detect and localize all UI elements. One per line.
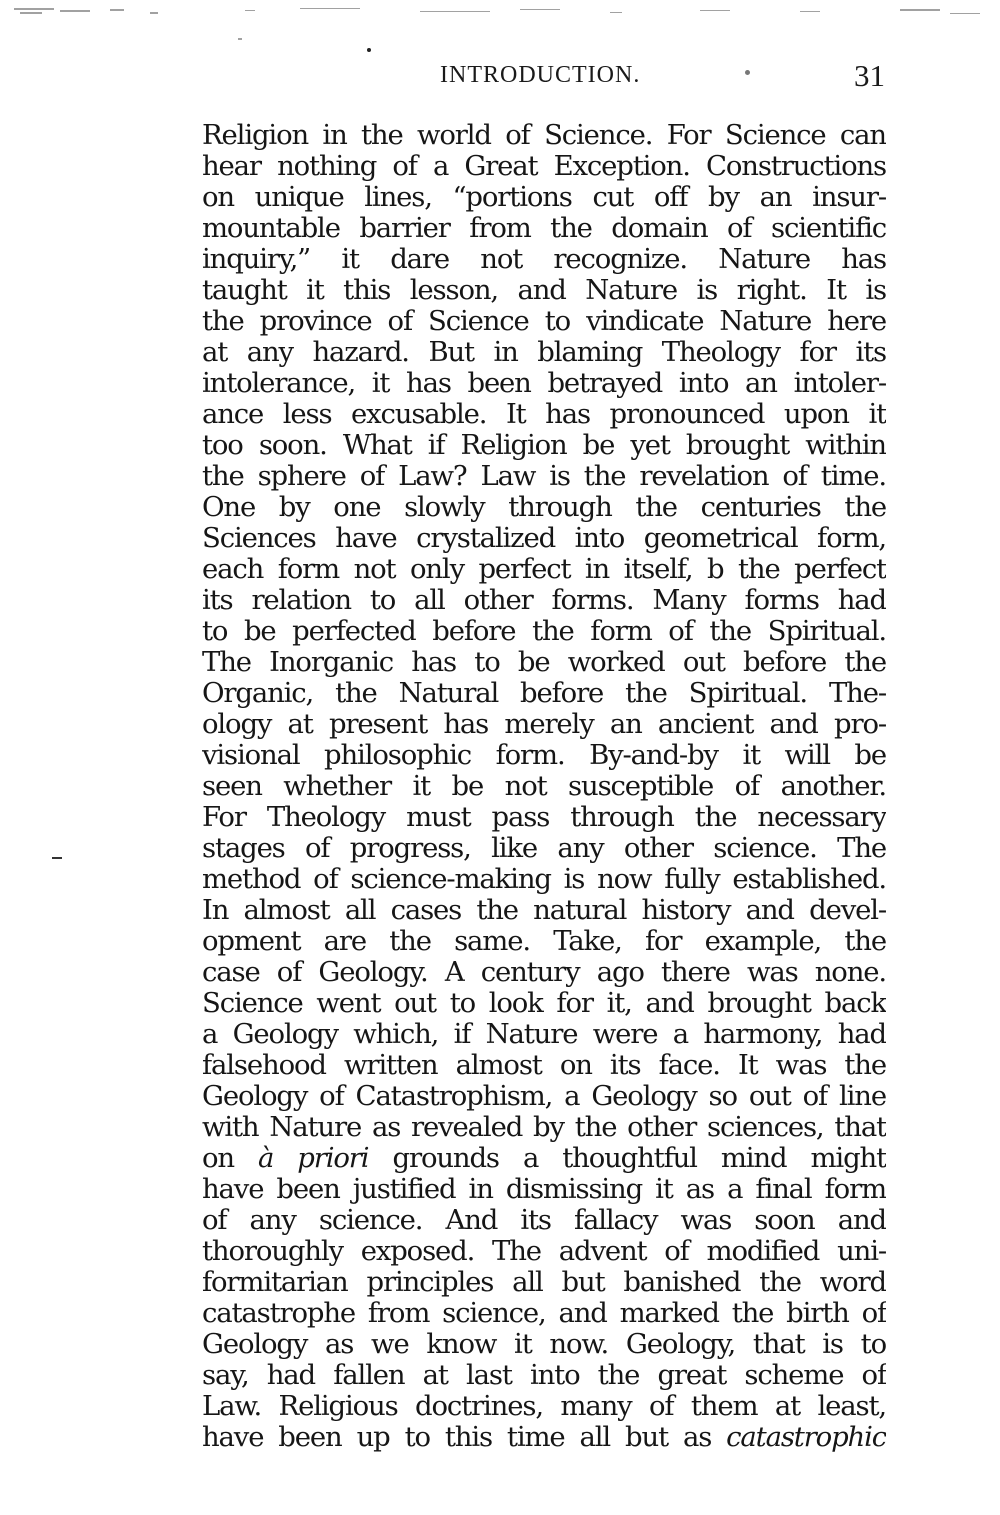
text-segment: One by one slowly through the centuries the [202, 492, 886, 523]
page-number: 31 [854, 58, 885, 93]
text-line [202, 1267, 886, 1298]
text-segment: thoroughly exposed. The advent of modified uni- [202, 1236, 886, 1267]
text-line [202, 213, 886, 244]
text-line [202, 1050, 886, 1081]
text-segment: Organic, the Natural before the Spiritual. The- [202, 678, 886, 709]
text-segment: the province of Science to vindicate Nature here [202, 306, 886, 337]
text-segment: The Inorganic has to be worked out before the [202, 647, 886, 678]
text-segment: its relation to all other forms. Many forms had [202, 585, 886, 616]
text-segment: taught it this lesson, and Nature is right. It is [202, 275, 886, 306]
text-line [202, 337, 886, 368]
text-line [202, 368, 886, 399]
text-segment: Law. Religious doctrines, many of them at least, [202, 1391, 886, 1422]
text-segment: case of Geology. A century ago there was none. [202, 957, 886, 988]
text-line [202, 678, 886, 709]
text-segment: opment are the same. Take, for example, the [202, 926, 886, 957]
text-segment: catastrophe from science, and marked the birth of [202, 1298, 886, 1329]
text-line [202, 709, 886, 740]
margin-mark [52, 857, 62, 859]
text-segment: inquiry,” it dare not recognize. Nature has [202, 244, 886, 275]
text-line [202, 1422, 886, 1453]
text-line [202, 833, 886, 864]
text-segment: have been up to this time all but as [202, 1422, 727, 1453]
text-line [202, 1174, 886, 1205]
text-segment: grounds a thoughtful mind might [368, 1143, 886, 1174]
text-line [202, 492, 886, 523]
text-line [202, 1298, 886, 1329]
text-segment: ance less excusable. It has pronounced upon it [202, 399, 886, 430]
text-segment: In almost all cases the natural history and devel- [202, 895, 886, 926]
text-segment: visional philosophic form. By-and-by it will be [202, 740, 886, 771]
text-segment: intolerance, it has been betrayed into an intoler- [202, 368, 886, 399]
stray-ink-dot [367, 48, 371, 52]
text-line [202, 306, 886, 337]
ink-speck [745, 70, 750, 75]
text-line [202, 771, 886, 802]
text-segment: Geology as we know it now. Geology, that is to [202, 1329, 886, 1360]
text-line [202, 554, 886, 585]
text-line [202, 1205, 886, 1236]
text-segment: Religion in the world of Science. For Science can [202, 120, 886, 151]
text-line [202, 244, 886, 275]
text-segment: falsehood written almost on its face. It was the [202, 1050, 886, 1081]
text-line [202, 926, 886, 957]
text-line [202, 957, 886, 988]
text-line [202, 1112, 886, 1143]
text-segment: to be perfected before the form of the Spiritual. [202, 616, 886, 647]
text-segment: Science went out to look for it, and brought back [202, 988, 886, 1019]
text-line [202, 895, 886, 926]
italic-segment: catastrophic [726, 1422, 886, 1453]
running-header [440, 58, 890, 98]
text-line [202, 802, 886, 833]
text-line [202, 864, 886, 895]
text-line [202, 1081, 886, 1112]
text-segment: each form not only perfect in itself, b the perfect [202, 554, 886, 585]
text-line [202, 740, 886, 771]
text-line [202, 275, 886, 306]
scan-noise-top [0, 6, 1000, 46]
text-segment: with Nature as revealed by the other sciences, that [202, 1112, 886, 1143]
text-segment: seen whether it be not susceptible of another. [202, 771, 886, 802]
text-line [202, 1360, 886, 1391]
text-segment: have been justified in dismissing it as a final form [202, 1174, 886, 1205]
text-segment: stages of progress, like any other science. The [202, 833, 886, 864]
text-segment: a Geology which, if Nature were a harmony, had [202, 1019, 886, 1050]
text-segment: of any science. And its fallacy was soon and [202, 1205, 886, 1236]
text-segment: formitarian principles all but banished the word [202, 1267, 886, 1298]
text-segment: at any hazard. But in blaming Theology for its [202, 337, 886, 368]
text-line [202, 151, 886, 182]
text-line [202, 430, 886, 461]
text-segment: Geology of Catastrophism, a Geology so out of line [202, 1081, 886, 1112]
text-line [202, 399, 886, 430]
text-segment: on [202, 1143, 259, 1174]
text-line [202, 585, 886, 616]
italic-segment: à priori [258, 1143, 369, 1174]
running-title: INTRODUCTION. [440, 62, 641, 88]
text-segment: Sciences have crystalized into geometrical form, [202, 523, 886, 554]
body-text [202, 120, 886, 1453]
text-line [202, 1236, 886, 1267]
text-line [202, 1019, 886, 1050]
text-segment: on unique lines, “portions cut off by an insur- [202, 182, 886, 213]
text-segment: say, had fallen at last into the great scheme of [202, 1360, 886, 1391]
text-line [202, 616, 886, 647]
text-line [202, 988, 886, 1019]
text-line [202, 523, 886, 554]
text-line [202, 1391, 886, 1422]
text-line [202, 647, 886, 678]
text-line [202, 182, 886, 213]
text-segment: hear nothing of a Great Exception. Constructions [202, 151, 886, 182]
text-segment: method of science-making is now fully established. [202, 864, 886, 895]
text-segment: the sphere of Law? Law is the revelation of time. [202, 461, 886, 492]
text-segment: ology at present has merely an ancient and pro- [202, 709, 886, 740]
text-segment: too soon. What if Religion be yet brought within [202, 430, 886, 461]
text-line [202, 120, 886, 151]
text-line [202, 1329, 886, 1360]
text-line [202, 461, 886, 492]
text-line [202, 1143, 886, 1174]
text-segment: mountable barrier from the domain of scientific [202, 213, 886, 244]
text-segment: For Theology must pass through the necessary [202, 802, 886, 833]
